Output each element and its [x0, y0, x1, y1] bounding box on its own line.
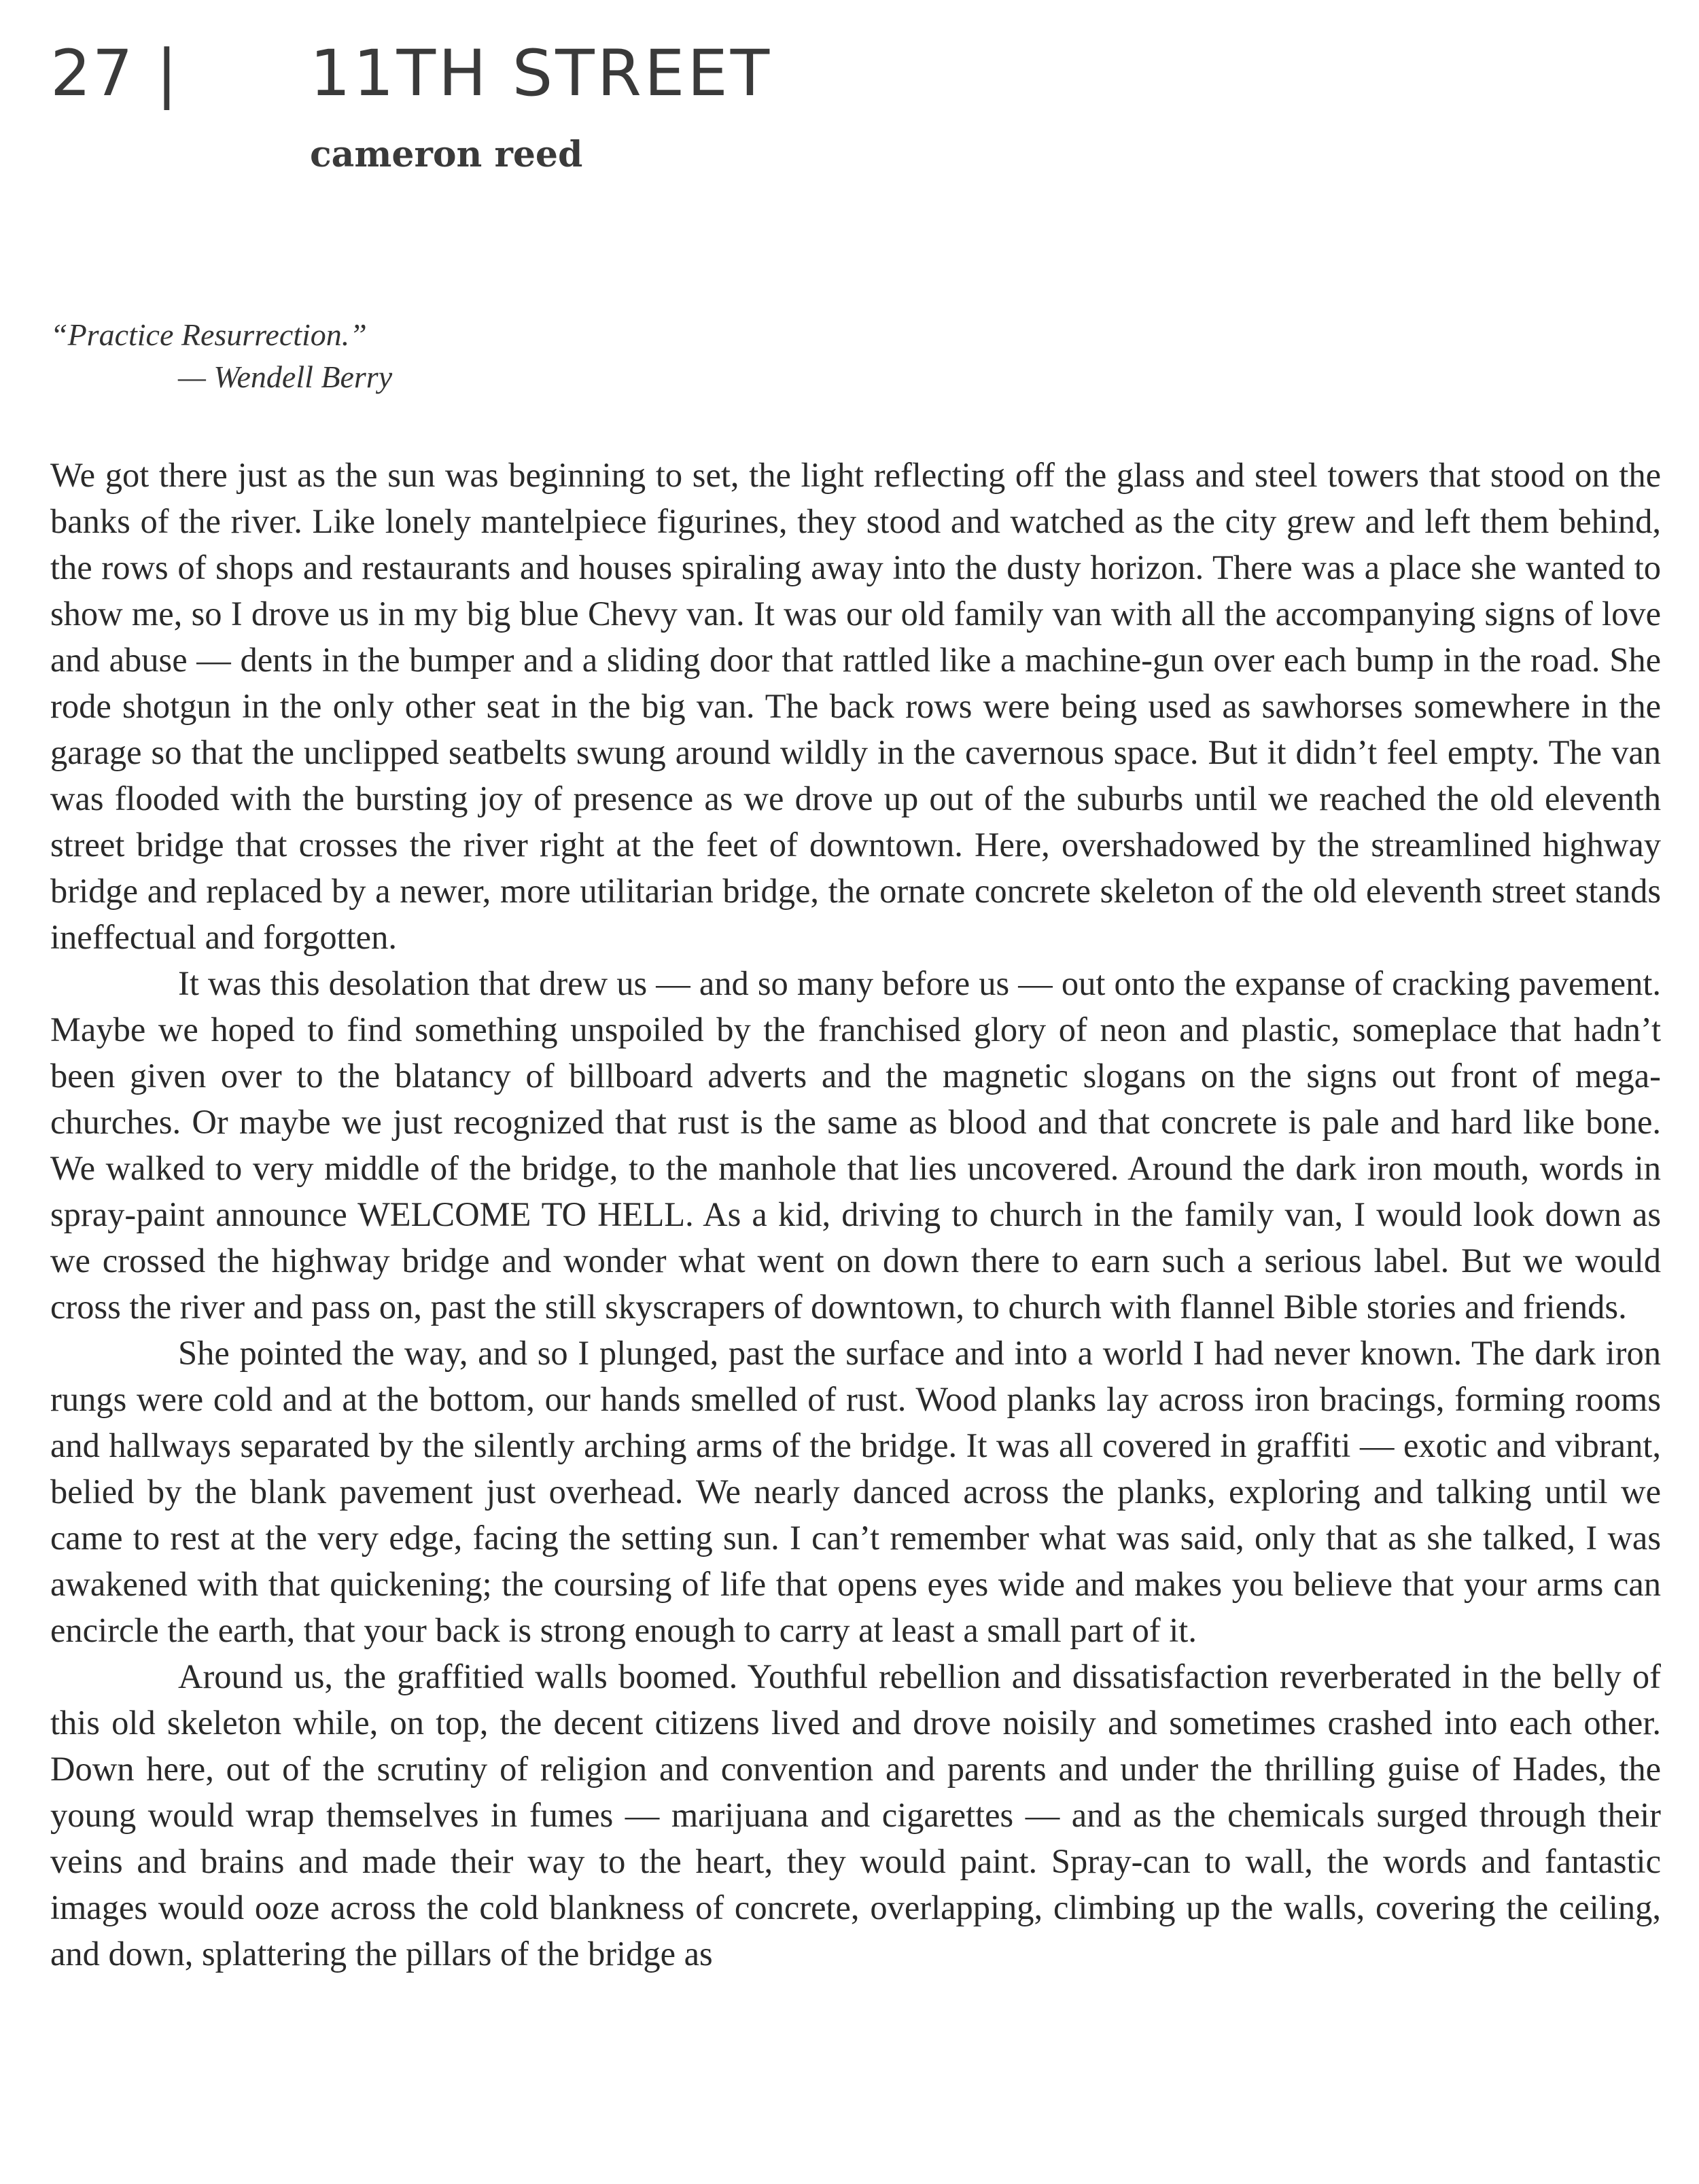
- paragraph: Around us, the graffitied walls boomed. Youthful rebellion and dissatisfaction reverberated in the belly of this old skeleton while, on top, the decent citizens lived and drove noisily and sometimes crashed into each other. Down here, out of the scrutiny of religion and convention and parents and under the thrilling guise of Hades, the young would wrap themselves in fumes — marijuana and cigarettes — and as the chemicals surged through their veins and brains and made their way to the heart, they would paint. Spray-can to wall, the words and fantastic images would ooze across the cold blankness of concrete, overlapping, climbing up the walls, covering the ceiling, and down, splattering the pillars of the bridge as: [50, 1657, 1661, 1973]
- epigraph-quote: “Practice Resurrection.”: [50, 317, 367, 352]
- chapter-title: 11TH STREET: [310, 37, 773, 111]
- paragraph: She pointed the way, and so I plunged, past the surface and into a world I had never known. The dark iron rungs were cold and at the bottom, our hands smelled of rust. Wood planks lay across iron bracings, forming rooms and hallways separated by the silently arching arms of the bridge. It was all covered in graffiti — exotic and vibrant, belied by the blank pavement just overhead. We nearly danced across the planks, exploring and talking until we came to rest at the very edge, facing the setting sun. I can’t remember what was said, only that as she talked, I was awakened with that quickening; the coursing of life that opens eyes wide and makes you believe that your arms can encircle the earth, that your back is strong enough to carry at least a small part of it.: [50, 1334, 1661, 1649]
- epigraph-attribution: — Wendell Berry: [178, 359, 393, 394]
- chapter-header: [50, 37, 1613, 192]
- paragraph: It was this desolation that drew us — and so many before us — out onto the expanse of cracking pavement. Maybe we hoped to find something unspoiled by the franchised glory of neon and plastic, someplace that hadn’t been given over to the blatancy of billboard adverts and the magnetic slogans on the signs out front of mega-churches. Or maybe we just recognized that rust is the same as blood and that concrete is pale and hard like bone. We walked to very middle of the bridge, to the manhole that lies uncovered. Around the dark iron mouth, words in spray-paint announce WELCOME TO HELL. As a kid, driving to church in the family van, I would look down as we crossed the highway bridge and wonder what went on down there to earn such a serious label. But we would cross the river and pass on, past the still skyscrapers of downtown, to church with flannel Bible stories and friends.: [50, 964, 1661, 1326]
- paragraph: We got there just as the sun was beginning to set, the light reflecting off the glass and steel towers that stood on the banks of the river. Like lonely mantelpiece figurines, they stood and watched as the city grew and left them behind, the rows of shops and restaurants and houses spiraling away into the dusty horizon. There was a place she wanted to show me, so I drove us in my big blue Chevy van. It was our old family van with all the accompanying signs of love and abuse — dents in the bumper and a sliding door that rattled like a machine-gun over each bump in the road. She rode shotgun in the only other seat in the big van. The back rows were being used as sawhorses somewhere in the garage so that the unclipped seatbelts swung around wildly in the cavernous space. But it didn’t feel empty. The van was flooded with the bursting joy of presence as we drove up out of the suburbs until we reached the old eleventh street bridge that crosses the river right at the feet of downtown. Here, overshadowed by the streamlined highway bridge and replaced by a newer, more utilitarian bridge, the ornate concrete skeleton of the old eleventh street stands ineffectual and forgotten.: [50, 456, 1661, 956]
- author-name: cameron reed: [310, 134, 583, 175]
- page-number: 27 |: [50, 37, 179, 111]
- body-text: [50, 452, 1661, 1977]
- epigraph: [50, 314, 392, 398]
